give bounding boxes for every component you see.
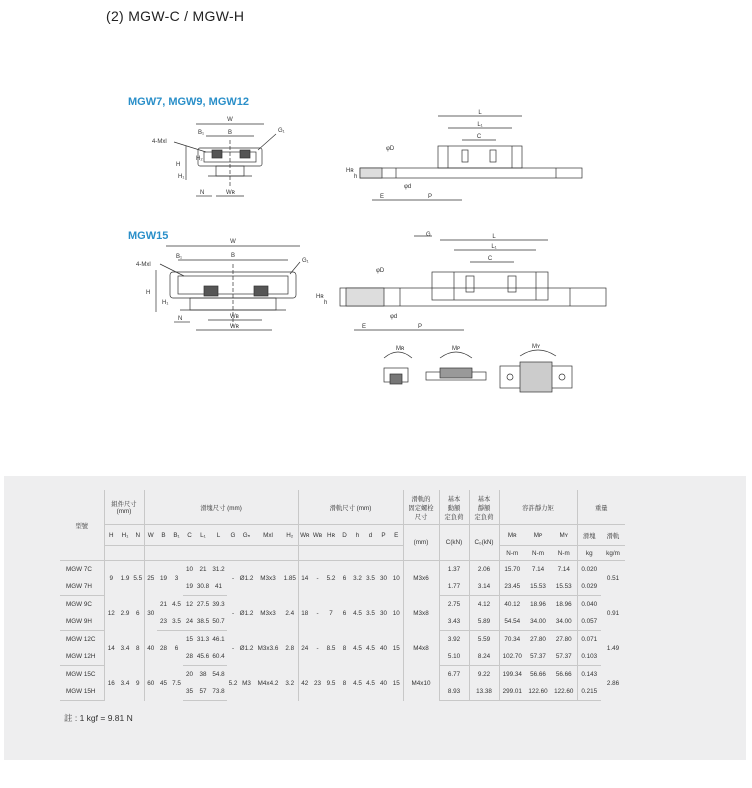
header-rail: 滑軌尺寸 (mm) (298, 490, 403, 525)
table-cell: 10 (392, 574, 400, 582)
table-cell: 25 (144, 561, 157, 596)
sub-rail-weight: 滑軌 (601, 525, 625, 546)
front-view-small (152, 117, 285, 196)
dim-L1: L₁ (477, 122, 483, 128)
sub-N: N (132, 525, 144, 546)
table-cell: 14 (298, 561, 311, 596)
sub-C: C (183, 525, 196, 546)
dim-B1: B₁ (198, 130, 205, 136)
model-cell: MGW 15C (66, 671, 96, 678)
dim-WR-15: Wʀ (230, 324, 239, 330)
table-cell: 16 (104, 666, 118, 701)
dim-B1-15: B₁ (176, 254, 183, 260)
dim-phid: φd (404, 184, 412, 190)
table-cell: 38 (199, 671, 207, 678)
sub-d: d (364, 525, 377, 546)
dim-phid-15: φd (390, 314, 398, 320)
unit-note: 註 : 1 kgf = 9.81 N (64, 713, 133, 723)
table-cell: 4.5 (366, 644, 375, 652)
table-cell: 8 (342, 679, 347, 687)
sub-L: L (210, 525, 227, 546)
table-cell: 30 (379, 609, 387, 617)
table-cell: 23.45 (499, 578, 525, 596)
table-cell: 18.96 (555, 601, 572, 608)
table-cell: 23 (157, 613, 170, 631)
table-cell: 56.66 (555, 671, 572, 678)
table-cell: 15.70 (499, 561, 525, 579)
dim-N-15: N (178, 316, 183, 322)
table-cell: 57 (196, 683, 210, 701)
sub-h: h (351, 525, 364, 546)
sub-P: P (377, 525, 390, 546)
sub-Mxl: Mxl (254, 525, 282, 546)
table-cell: 6 (342, 609, 347, 617)
table-cell: 28 (159, 644, 167, 652)
table-cell: 45.6 (196, 648, 210, 666)
table-cell: 15.53 (525, 578, 551, 596)
table-cell: 0.071 (577, 631, 601, 649)
table-cell: 0.029 (577, 578, 601, 596)
model-cell: MGW 7H (60, 578, 104, 596)
table-cell: 5.5 (133, 574, 143, 582)
dim-C-15: C (487, 256, 493, 262)
table-cell: 2.86 (606, 679, 620, 687)
table-cell: M4x10 (403, 666, 439, 701)
dim-h-15: h (324, 300, 328, 306)
table-cell: 4.5 (172, 600, 181, 608)
table-cell: 3.92 (439, 631, 469, 649)
figure-label-mgw15: MGW15 (128, 230, 169, 242)
table-cell: 0.103 (577, 648, 601, 666)
table-cell: 1.85 (283, 574, 296, 582)
table-cell: 19 (159, 574, 167, 582)
table-cell: 8 (342, 644, 347, 652)
table-cell: 30 (379, 574, 387, 582)
table-cell: - (316, 609, 319, 617)
sub-MY: Mʏ (551, 525, 577, 546)
table-cell: M3 (242, 679, 251, 687)
table-cell: M3x3.6 (257, 644, 279, 652)
table-cell: 5.2 (326, 574, 336, 582)
header-dynamic-load: 基本 動額 定負荷 (439, 490, 469, 525)
dim-HR: Hʀ (346, 168, 354, 174)
table-cell: 40 (144, 631, 157, 666)
table-cell: 60 (144, 666, 157, 701)
table-cell: 15.53 (551, 578, 577, 596)
table-cell: 6 (135, 609, 140, 617)
table-cell: 4.12 (469, 596, 499, 614)
table-cell: 0.040 (577, 596, 601, 614)
model-cell: MGW 12H (60, 648, 104, 666)
table-cell: Ø1.2 (239, 644, 254, 652)
table-cell: 9.22 (469, 666, 499, 684)
table-cell: 0.143 (577, 666, 601, 684)
sub-G: G (227, 525, 239, 546)
table-cell: M3x3 (260, 574, 276, 582)
table-cell: 45 (159, 679, 167, 687)
table-cell: 73.8 (210, 683, 227, 701)
table-cell: 3.4 (120, 644, 130, 652)
table-cell: 3.5 (170, 613, 183, 631)
table-cell: 10 (392, 609, 400, 617)
section-heading: (2) MGW-C / MGW-H (106, 8, 245, 24)
table-cell: 57.37 (525, 648, 551, 666)
table-cell: 40.12 (499, 596, 525, 614)
table-cell: 34.00 (551, 613, 577, 631)
header-assembly: 組件尺寸 (mm) (104, 490, 144, 525)
table-cell: - (316, 644, 319, 652)
sub-block-weight: 滑塊 (577, 525, 601, 546)
side-view-mgw15 (316, 232, 606, 330)
table-cell: 31.2 (212, 566, 225, 573)
dim-W: W (227, 117, 233, 123)
table-cell: 3.5 (366, 574, 375, 582)
table-cell: M3x6 (403, 561, 439, 596)
table-cell: 60.4 (210, 648, 227, 666)
dim-H: H (176, 162, 181, 168)
table-cell: 2.75 (439, 596, 469, 614)
table-cell: 7.14 (531, 566, 545, 573)
table-cell: 0.51 (606, 574, 620, 582)
table-cell: - (316, 574, 319, 582)
unit-rail-weight: kg/m (601, 546, 625, 561)
table-cell: 57.37 (551, 648, 577, 666)
table-cell: 1.37 (439, 561, 469, 579)
table-cell: 42 (298, 666, 311, 701)
table-cell: 9 (135, 679, 140, 687)
table-cell: 9 (104, 561, 118, 596)
header-model: 型號 (60, 490, 104, 561)
table-cell: 9.5 (326, 679, 336, 687)
table-cell: 34.00 (525, 613, 551, 631)
sub-H1: H₁ (118, 525, 132, 546)
sub-HR: Hʀ (324, 525, 338, 546)
figure-label-small-models: MGW7, MGW9, MGW12 (128, 96, 249, 108)
dim-WR: Wʀ (226, 190, 235, 196)
dim-4-Mxl-15: 4-Mxl (136, 262, 151, 268)
header-weight: 重量 (577, 490, 625, 525)
table-cell: 8 (135, 644, 140, 652)
moment-label-MY: Mʏ (532, 344, 541, 350)
table-cell: 122.60 (551, 683, 577, 701)
table-cell: 4.5 (366, 679, 375, 687)
table-cell: 12 (104, 596, 118, 631)
dim-G-15: G (426, 232, 431, 238)
table-cell: 35 (183, 683, 196, 701)
table-cell: 7.14 (557, 566, 570, 573)
table-cell: 1.77 (439, 578, 469, 596)
moment-diagrams (384, 344, 572, 392)
table-cell: 6 (174, 644, 179, 652)
sub-W: W (144, 525, 157, 546)
sub-H: H (104, 525, 118, 546)
table-cell: 70.34 (499, 631, 525, 649)
table-cell: 15 (185, 636, 193, 643)
header-bolt: 滑軌的 固定螺栓 尺寸 (403, 490, 439, 525)
unit-MY: N-m (551, 546, 577, 561)
table-cell: 5.59 (469, 631, 499, 649)
table-cell: 8.24 (469, 648, 499, 666)
table-cell: 2.06 (469, 561, 499, 579)
model-cell: MGW 9C (66, 601, 92, 608)
dim-C: C (476, 134, 482, 140)
table-cell: 27.5 (196, 601, 210, 608)
sub-WB: Wʙ (311, 525, 324, 546)
model-cell: MGW 12C (66, 636, 96, 643)
dim-H2: H₂ (196, 156, 203, 162)
table-cell: M3x3 (260, 609, 276, 617)
table-cell: 102.70 (499, 648, 525, 666)
table-cell: 27.80 (555, 636, 572, 643)
dim-L1-15: L₁ (491, 244, 497, 250)
table-cell: 13.38 (469, 683, 499, 701)
moment-label-MP: Mᴘ (452, 346, 461, 352)
table-cell: - (231, 609, 235, 617)
sub-Gn: Gₙ (239, 525, 254, 546)
sub-static: C₀(kN) (469, 525, 499, 561)
table-cell: 0.020 (577, 561, 601, 579)
table-cell: 3.43 (439, 613, 469, 631)
dim-B-15: B (230, 253, 236, 259)
dim-L: L (478, 110, 482, 116)
table-cell: 20 (185, 671, 193, 678)
table-cell: 18 (298, 596, 311, 631)
table-cell: 3.4 (120, 679, 130, 687)
header-block: 滑塊尺寸 (mm) (144, 490, 298, 525)
table-cell: 56.66 (530, 671, 546, 678)
table-cell: 1.9 (120, 574, 130, 582)
dim-P: P (428, 194, 433, 200)
table-cell: 30.8 (196, 578, 210, 596)
sub-E: E (390, 525, 403, 546)
table-cell: 2.9 (120, 609, 130, 617)
dim-E-15: E (362, 324, 367, 330)
dim-L-15: L (492, 234, 496, 240)
dim-G1-15: G₁ (302, 258, 309, 264)
table-cell: 12 (185, 601, 193, 608)
table-cell: 122.60 (525, 683, 551, 701)
model-cell: MGW 9H (60, 613, 104, 631)
table-cell: 41 (210, 578, 227, 596)
table-cell: - (231, 574, 235, 582)
model-cell: MGW 15H (60, 683, 104, 701)
table-cell: 18.96 (530, 601, 546, 608)
dim-WB-15: Wʙ (230, 314, 239, 320)
dim-G1: G₁ (278, 128, 285, 134)
table-cell: 15 (392, 644, 400, 652)
table-cell: 8.93 (439, 683, 469, 701)
table-cell: 28 (183, 648, 196, 666)
table-cell: 40 (379, 679, 387, 687)
table-cell: 46.1 (212, 636, 225, 643)
table-cell: M4x4.2 (257, 679, 279, 687)
dim-N: N (200, 190, 205, 196)
sub-B: B (157, 525, 170, 546)
table-cell: 4.5 (353, 609, 362, 617)
table-cell: 24 (183, 613, 196, 631)
table-row (60, 596, 625, 614)
table-cell: 38.5 (196, 613, 210, 631)
unit-MP: N-m (525, 546, 551, 561)
table-cell: 5.10 (439, 648, 469, 666)
sub-L1: L₁ (196, 525, 210, 546)
table-cell: - (231, 644, 235, 652)
table-cell: 54.54 (499, 613, 525, 631)
dim-H1-15: H₁ (162, 300, 169, 306)
table-cell: 299.01 (499, 683, 525, 701)
table-cell: 40 (379, 644, 387, 652)
sub-D: D (338, 525, 351, 546)
sub-MP: Mᴘ (525, 525, 551, 546)
table-cell: 2.8 (285, 644, 295, 652)
dim-W-15: W (230, 239, 236, 245)
table-cell: 3.2 (353, 574, 362, 582)
table-row (60, 631, 625, 649)
table-cell: 31.3 (196, 636, 210, 643)
table-cell: 3 (174, 574, 179, 582)
sub-bolt-unit: (mm) (403, 525, 439, 561)
sub-WR: Wʀ (298, 525, 311, 546)
table-cell: 0.057 (577, 613, 601, 631)
table-cell: 30 (144, 596, 157, 631)
table-cell: 199.34 (499, 666, 525, 684)
table-cell: 24 (298, 631, 311, 666)
table-cell: 1.49 (606, 644, 620, 652)
dim-phiD: φD (386, 146, 395, 152)
table-row (60, 561, 625, 579)
table-cell: 4.5 (353, 679, 362, 687)
table-cell: 7 (329, 609, 333, 617)
unit-block-weight: kg (577, 546, 601, 561)
front-view-mgw15 (136, 239, 309, 330)
sub-H2: H₂ (282, 525, 298, 546)
dim-HR-15: Hʀ (316, 294, 324, 300)
unit-MR: N-m (499, 546, 525, 561)
sub-B1: B₁ (170, 525, 183, 546)
model-cell: MGW 7C (66, 566, 92, 573)
table-cell: 8.5 (326, 644, 336, 652)
table-cell: 6 (342, 574, 347, 582)
table-cell: 0.215 (577, 683, 601, 701)
dim-H-15: H (146, 290, 151, 296)
specification-table (60, 490, 625, 701)
table-cell: 4.5 (353, 644, 362, 652)
table-cell: 21 (199, 566, 207, 573)
dim-h: h (354, 174, 358, 180)
table-cell: 19 (183, 578, 196, 596)
side-view-small (346, 110, 582, 200)
table-cell: 15 (392, 679, 400, 687)
table-cell: M3x8 (403, 596, 439, 631)
table-cell: 50.7 (210, 613, 227, 631)
table-cell: 2.4 (285, 609, 295, 617)
table-cell: 27.80 (530, 636, 546, 643)
dim-4-Mxl: 4-Mxl (152, 139, 167, 145)
dim-P-15: P (418, 324, 423, 330)
dim-B: B (227, 130, 233, 136)
table-cell: 6.77 (439, 666, 469, 684)
table-cell: 3.2 (285, 679, 295, 687)
table-cell: 23 (313, 679, 321, 687)
table-cell: 54.8 (212, 671, 225, 678)
table-cell: 10 (185, 566, 193, 573)
header-static-load: 基本 靜額 定負荷 (469, 490, 499, 525)
table-cell: 3.5 (366, 609, 375, 617)
moment-label-MR: Mʀ (396, 346, 405, 352)
table-cell: 7.5 (172, 679, 181, 687)
table-row (60, 666, 625, 684)
sub-MR: Mʀ (499, 525, 525, 546)
dim-E: E (380, 194, 385, 200)
sub-dynamic: C(kN) (439, 525, 469, 561)
table-cell: 39.3 (212, 601, 225, 608)
table-cell: 5.89 (469, 613, 499, 631)
header-moment: 容許靜力矩 (499, 490, 577, 525)
table-cell: 0.91 (606, 609, 620, 617)
dim-phiD-15: φD (376, 268, 385, 274)
table-cell: Ø1.2 (239, 609, 254, 617)
table-cell: 21 (159, 600, 167, 608)
table-cell: M4x8 (403, 631, 439, 666)
table-cell: 3.14 (469, 578, 499, 596)
table-cell: 14 (104, 631, 118, 666)
dim-H1: H₁ (178, 174, 185, 180)
table-cell: 5.2 (228, 679, 238, 687)
table-cell: Ø1.2 (239, 574, 254, 582)
